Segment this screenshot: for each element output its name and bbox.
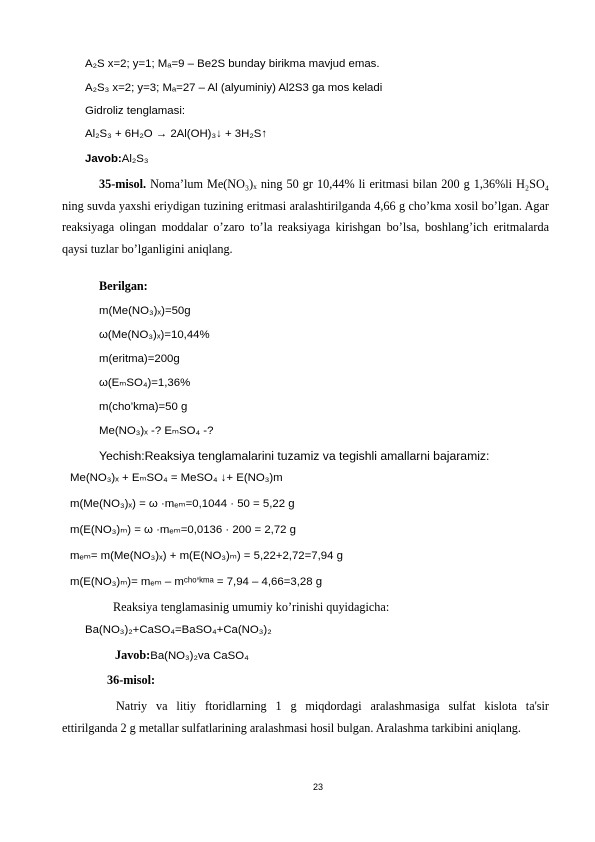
solution-intro: Yechish:Reaksiya tenglamalarini tuzamiz va tegishli amallarni bajaramiz: — [99, 449, 490, 463]
answer-line-2 — [115, 648, 249, 664]
solution-step: Me(NO₃)ₓ + EₘSO₄ = MeSO₄ ↓+ E(NO₃)m — [70, 472, 283, 484]
hydrolysis-equation: Al₂S₃ + 6H₂O → 2Al(OH)₃↓ + 3H₂S↑ — [85, 128, 268, 140]
line-a2s: A₂S x=2; y=1; Mₐ=9 – Be2S bunday birikma mavjud emas. — [85, 58, 380, 70]
problem-35-title: 35-misol. — [99, 177, 147, 191]
given-item: ω(Me(NO₃)ₓ)=10,44% — [99, 329, 210, 341]
given-label-text: Berilgan: — [99, 279, 148, 293]
answer-label: Javob: — [115, 648, 151, 662]
line-a2s3: A₂S₃ x=2; y=3; Mₐ=27 – Al (alyuminiy) Al2S3 ga mos keladi — [85, 82, 383, 94]
given-label — [99, 279, 148, 294]
general-view-text: Reaksiya tenglamasinig umumiy ko’rinishi quyidagicha: — [113, 600, 390, 614]
solution-step: m(E(NO₃)ₘ) = ω ·mₑₘ=0,0136 · 200 = 2,72 g — [70, 524, 296, 536]
given-item: m(eritma)=200g — [99, 353, 180, 365]
solution-step: mₑₘ= m(Me(NO₃)ₓ) + m(E(NO₃)ₘ) = 5,22+2,72=7,94 g — [70, 550, 343, 562]
problem-36-title-text: 36-misol: — [107, 673, 156, 687]
problem-36-title — [107, 673, 155, 688]
answer-line-1 — [85, 152, 149, 167]
general-equation: Ba(NO₃)₂+CaSO₄=BaSO₄+Ca(NO₃)₂ — [85, 624, 272, 636]
solution-step: m(E(NO₃)ₘ)= mₑₘ – mᶜʰᵒ’ᵏᵐᵃ = 7,94 – 4,66=3,28 g — [70, 576, 323, 588]
problem-35-statement — [62, 174, 549, 260]
answer-value: Ba(NO₃)₂va CaSO₄ — [150, 650, 249, 662]
given-item: m(cho’kma)=50 g — [99, 401, 188, 413]
answer-value: Al₂S₃ — [121, 153, 149, 165]
given-item: Me(NO₃)ₓ -? EₘSO₄ -? — [99, 425, 214, 437]
problem-35-text: Noma’lum Me(NO₃)ₓ ning 50 gr 10,44% li eritmasi bilan 200 g 1,36%li H₂SO₄ ning suvda yaxshi eriydigan tuzining eritmasi aralashtirilganda 4,66 g cho’kma xosil bo’lgan. Agar reaksiyaga olingan moddalar o’zaro to’la reaksiyaga kirishgan bo’lsa, boshlang’ich eritmalarda qaysi tuzlar bo’lganligini aniqlang. — [62, 177, 549, 256]
answer-label: Javob: — [85, 153, 122, 165]
problem-36-text: Natriy va litiy ftoridlarning 1 g miqdordagi aralashmasiga sulfat kislota ta'sir ettirilganda 2 g metallar sulfatlarining aralashmasi hosil bulgan. Aralashma tarkibini aniqlang. — [62, 699, 549, 735]
given-item: ω(EₘSO₄)=1,36% — [99, 377, 191, 389]
line-hydrolysis-heading: Gidroliz tenglamasi: — [85, 105, 186, 117]
page-number: 23 — [313, 782, 324, 792]
given-item: m(Me(NO₃)ₓ)=50g — [99, 305, 191, 317]
solution-step: m(Me(NO₃)ₓ) = ω ·mₑₘ=0,1044 · 50 = 5,22 g — [70, 498, 295, 510]
